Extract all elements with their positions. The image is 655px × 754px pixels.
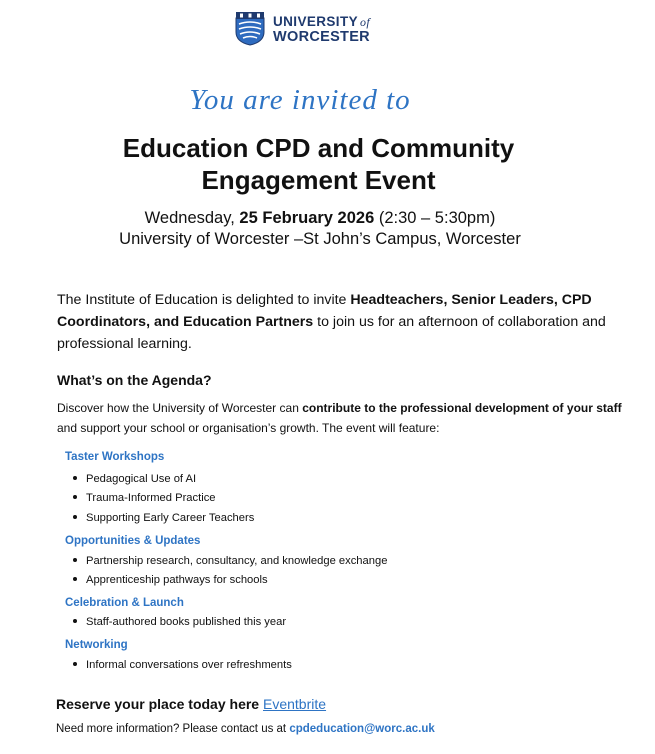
logo-university: UNIVERSITY (273, 13, 359, 29)
list-item: Informal conversations over refreshments (73, 659, 292, 671)
intro-text-end: to join us for an afternoon of collaboration and professional learning. (57, 314, 606, 352)
list-item: Trauma-Informed Practice (73, 492, 216, 504)
contact-line (56, 723, 435, 735)
date-venue (0, 208, 640, 250)
discover-text: Discover how the University of Worcester can (57, 401, 303, 415)
section-title: Celebration & Launch (65, 597, 184, 609)
eventbrite-link[interactable]: Eventbrite (263, 696, 327, 712)
crest-icon (234, 12, 266, 46)
reserve-text: Reserve your place today here (56, 696, 263, 712)
reserve-line (56, 696, 326, 712)
intro-text: The Institute of Education is delighted to invite (57, 292, 351, 308)
title-line2: Engagement Event (201, 165, 436, 195)
discover-paragraph (57, 399, 622, 438)
logo-of: of (360, 14, 371, 29)
event-day: Wednesday, (144, 209, 240, 227)
section-title: Networking (65, 639, 128, 651)
contact-email-link[interactable]: cpdeducation@worc.ac.uk (289, 723, 435, 735)
logo-worcester: WORCESTER (273, 28, 370, 45)
list-item: Supporting Early Career Teachers (73, 512, 254, 524)
invited-heading: You are invited to (189, 84, 411, 116)
intro-paragraph (57, 289, 622, 355)
contact-text: Need more information? Please contact us at (56, 723, 290, 735)
intro-audience: Headteachers, Senior Leaders, CPD Coordinators, and Education Partners (57, 292, 592, 330)
discover-highlight: contribute to the professional development of your staff (302, 401, 622, 415)
event-date: 25 February 2026 (239, 209, 375, 227)
list-item: Staff-authored books published this year (73, 616, 286, 628)
list-item: Apprenticeship pathways for schools (73, 574, 268, 586)
title-line1: Education CPD and Community (122, 133, 515, 163)
event-time: (2:30 – 5:30pm) (374, 209, 496, 227)
section-title: Opportunities & Updates (65, 535, 201, 547)
event-venue: University of Worcester –St John’s Campus, Worcester (119, 230, 521, 248)
event-title (0, 132, 637, 196)
section-title: Taster Workshops (65, 451, 165, 463)
discover-text-end: and support your school or organisation’s growth. The event will feature: (57, 420, 440, 435)
agenda-heading: What’s on the Agenda? (57, 372, 212, 388)
university-logo (234, 12, 370, 46)
list-item: Pedagogical Use of AI (73, 473, 196, 485)
list-item: Partnership research, consultancy, and knowledge exchange (73, 555, 387, 567)
